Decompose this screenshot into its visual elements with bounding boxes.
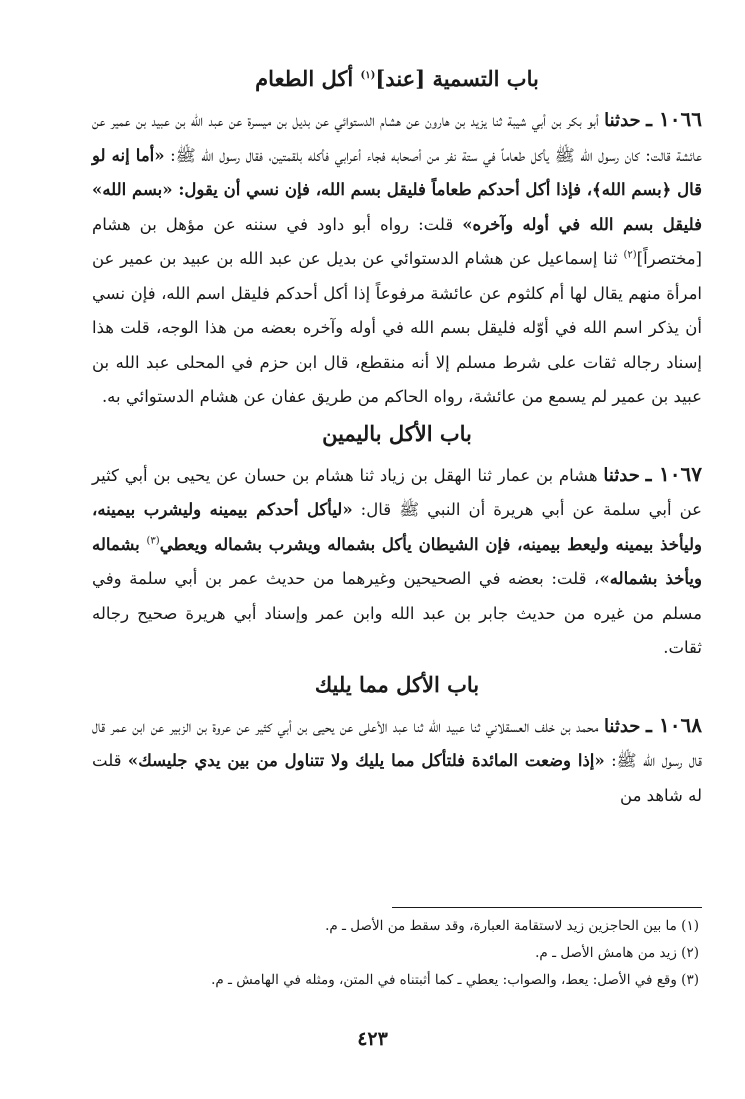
hadith-number: ١٠٦٨ ـ [645, 712, 702, 737]
hadith-number: ١٠٦٦ ـ [646, 107, 703, 131]
haddathana-keyword: حدثنا [603, 464, 640, 486]
footnote-3: (٣) وقع في الأصل: يعط، والصواب: يعطي ـ كما أثبتناه في المتن، ومثله في الهامش ـ م. [211, 972, 699, 988]
chapter-heading-yamin: باب الأكل باليمين [322, 420, 472, 446]
prophetic-text-end: بشماله ويأخذ بشماله» [92, 534, 702, 588]
prophetic-text: «إذا وضعت المائدة فلتأكل مما يليك ولا تتناول من بين يدي جليسك» [127, 751, 605, 770]
prophetic-text: «ليأكل أحدكم بيمينه وليشرب بيمينه، وليأخذ بيمينه وليعط بيمينه، فإن الشيطان يأكل بشماله ويشرب بشماله ويعطي [92, 500, 702, 554]
main-text [92, 60, 702, 813]
chapter-heading-yalik: باب الأكل مما يليك [314, 671, 480, 697]
chapter-heading-tasmiya: باب التسمية [عند]$^{(١)}$ أكل الطعام [255, 66, 539, 91]
footnote-1: (١) ما بين الحاجزين زيد لاستقامة العبارة، وقد سقط من الأصل ـ م. [325, 918, 699, 934]
hadith-1067: ١٠٦٧ ـ حدثنا هشام بن عمار ثنا الهقل بن زياد ثنا هشام بن حسان عن يحيى بن أبي كثير عن أبي سلمة عن أبي هريرة أن النبي ﷺ قال: «ليأكل أحدكم بيمينه وليشرب بيمينه، وليأخذ بيمينه وليعط بيمينه، فإن الشيطان يأكل بشماله ويشرب بشماله ويعطي$^{(٣)}$ بشماله ويأخذ بشماله»، قلت: بعضه في الصحيحين وغيرهما من حديث عمر بن أبي سلمة وفي مسلم من غيره من حديث جابر بن عبد الله وابن عمر وإسناد أبي هريرة صحيح رجاله ثقات. [92, 461, 703, 657]
footnote-ref-2: (٢) [623, 249, 637, 261]
footnote-ref-1: (١) [360, 70, 376, 81]
hadith-number: ١٠٦٧ ـ [645, 461, 703, 486]
hadith-1068: ١٠٦٨ ـ حدثنا محمد بن خلف العسقلاني ثنا عبيد الله ثنا عبد الأعلى عن يحيى بن أبي كثير عن عروة بن الزبير عن ابن عمر قال قال رسول الله ﷺ: «إذا وضعت المائدة فلتأكل مما يليك ولا تتناول من بين يدي جليسك» قلت له شاهد من [92, 712, 703, 805]
haddathana-keyword: حدثنا [603, 715, 641, 737]
hadith-1066: ١٠٦٦ ـ حدثنا أبو بكر بن أبي شيبة ثنا يزيد بن هارون عن هشام الدستوائي عن بديل بن ميسرة عن عبد الله بن عبيد بن عمير عن عائشة قالت: كان رسول الله ﷺ يأكل طعاماً في ستة نفر من أصحابه فجاء أعرابي فأكله بلقمتين، فقال رسول الله ﷺ: «أما إنه لو قال ﴿بسم الله﴾، فإذا أكل أحدكم طعاماً فليقل بسم الله، فإن نسي أن يقول: «بسم الله» فليقل بسم الله في أوله وآخره» قلت: رواه أبو داود في سننه عن مؤهل بن هشام [مختصراً]$^{(٢)}$ ثنا إسماعيل عن هشام الدستوائي عن بديل عن عبد الله بن عبيد بن عمير عن امرأة منهم يقال لها أم كلثوم عن عائشة مرفوعاً إذا أكل أحدكم فليقل اسم الله، فإن نسي أن يذكر اسم الله في أوّله فليقل بسم الله في أوله وآخره بعضه من هذا الوجه، قلت هذا إسناد رجاله ثقات على شرط مسلم إلا أنه منقطع، قال ابن حزم في المحلى عبد الله بن عبيد بن عمير لم يسمع من عائشة، رواه الحاكم من طريق عفان عن هشام الدستوائي به. [92, 107, 703, 406]
prophetic-text: «أما إنه لو قال ﴿بسم الله﴾، فإذا أكل أحدكم طعاماً فليقل بسم الله، فإن نسي أن يقول: «بسم الله» فليقل بسم الله في أوله وآخره» [92, 145, 702, 234]
footnote-2: (٢) زيد من هامش الأصل ـ م. [535, 945, 699, 961]
footnotes [79, 913, 699, 994]
footnote-ref-3: (٣) [146, 535, 160, 546]
haddathana-keyword: حدثنا [604, 110, 641, 131]
page-number: ٤٢٣ [357, 1028, 388, 1050]
footnote-divider [392, 907, 702, 908]
